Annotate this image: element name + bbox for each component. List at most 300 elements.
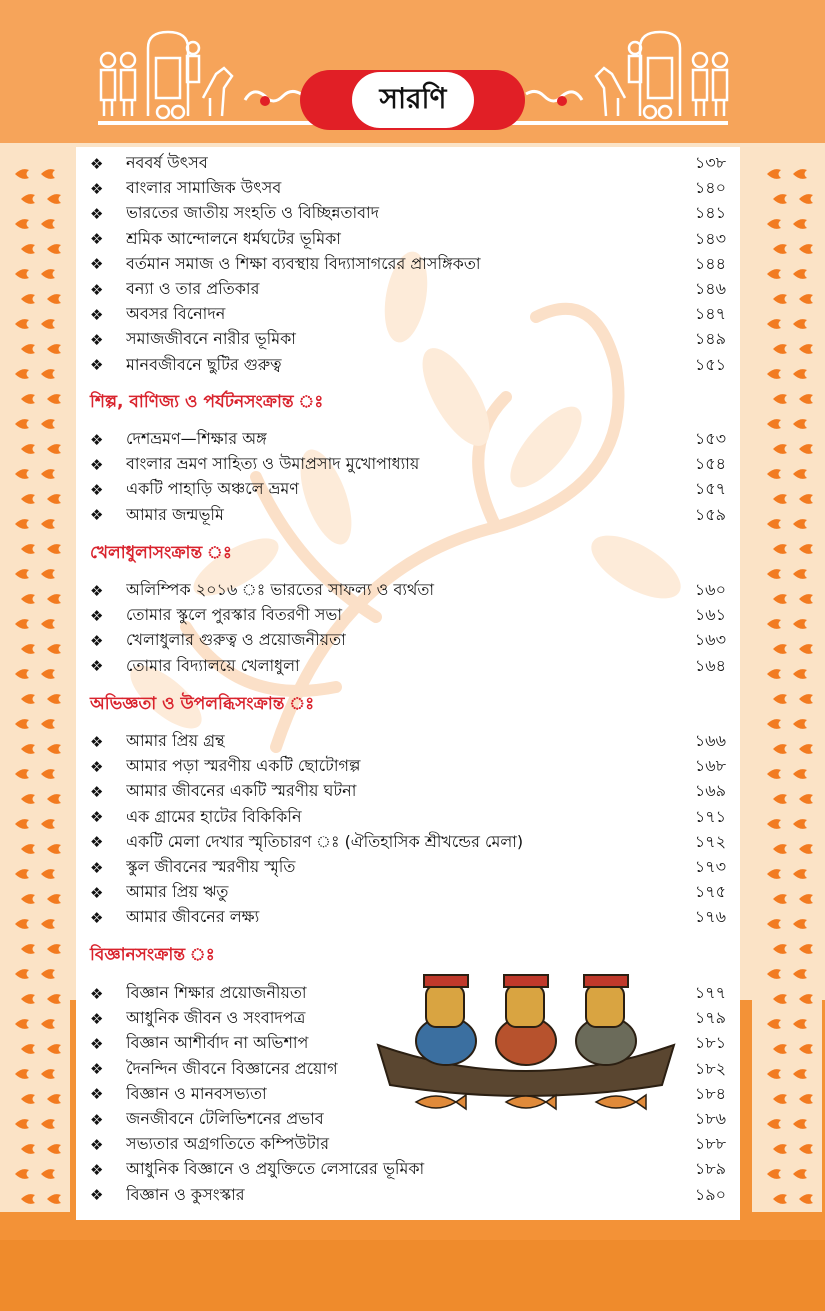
entry-page-number: ১৭১ bbox=[694, 806, 726, 826]
leaf-pattern-icon bbox=[40, 267, 56, 281]
leaf-pattern-icon bbox=[798, 1192, 814, 1206]
leaf-pattern-icon bbox=[20, 342, 36, 356]
leaf-pattern-icon bbox=[14, 167, 30, 181]
entry-title: তোমার বিদ্যালয়ে খেলাধুলা bbox=[126, 655, 300, 675]
toc-entry bbox=[90, 427, 730, 452]
entry-page-number: ১৪৭ bbox=[694, 304, 726, 324]
leaf-pattern-icon bbox=[20, 1092, 36, 1106]
leaf-pattern-icon bbox=[20, 592, 36, 606]
bullet-icon: ❖ bbox=[90, 581, 104, 600]
entry-title: তোমার স্কুলে পুরস্কার বিতরণী সভা bbox=[126, 605, 342, 625]
leaf-pattern-icon bbox=[798, 1042, 814, 1056]
leaf-pattern-icon bbox=[766, 1167, 782, 1181]
leaf-pattern-icon bbox=[46, 342, 62, 356]
leaf-pattern-icon bbox=[40, 817, 56, 831]
toc-entry bbox=[90, 805, 730, 830]
entry-title: বর্তমান সমাজ ও শিক্ষা ব্যবস্থায় বিদ্যাসাগরের প্রাসঙ্গিকতা bbox=[126, 253, 481, 273]
leaf-pattern-icon bbox=[772, 892, 788, 906]
leaf-pattern-icon bbox=[40, 667, 56, 681]
scroll-ornament-left-icon bbox=[243, 84, 303, 114]
toc-entry bbox=[90, 252, 730, 277]
entry-title: আধুনিক জীবন ও সংবাদপত্র bbox=[126, 1008, 306, 1028]
leaf-pattern-icon bbox=[766, 767, 782, 781]
bullet-icon: ❖ bbox=[90, 757, 104, 776]
toc-entry bbox=[90, 151, 730, 176]
entry-page-number: ১৫৭ bbox=[694, 479, 726, 499]
toc-entry bbox=[90, 227, 730, 252]
bullet-icon: ❖ bbox=[90, 1034, 104, 1053]
leaf-pattern-icon bbox=[798, 542, 814, 556]
leaf-pattern-icon bbox=[766, 617, 782, 631]
leaf-pattern-icon bbox=[766, 267, 782, 281]
leaf-pattern-icon bbox=[40, 967, 56, 981]
leaf-pattern-icon bbox=[792, 367, 808, 381]
entry-page-number: ১৪৯ bbox=[694, 329, 726, 349]
leaf-pattern-icon bbox=[14, 617, 30, 631]
entry-page-number: ১৪৬ bbox=[694, 279, 726, 298]
leaf-pattern-icon bbox=[766, 1117, 782, 1131]
leaf-pattern-icon bbox=[14, 567, 30, 581]
leaf-pattern-icon bbox=[792, 1067, 808, 1081]
bullet-icon: ❖ bbox=[90, 1060, 104, 1079]
bullet-icon: ❖ bbox=[90, 179, 104, 198]
leaf-pattern-icon bbox=[40, 917, 56, 931]
leaf-pattern-icon bbox=[772, 192, 788, 206]
leaf-pattern-icon bbox=[798, 392, 814, 406]
entry-page-number: ১৮১ bbox=[694, 1033, 726, 1053]
leaf-pattern-icon bbox=[766, 1017, 782, 1031]
leaf-pattern-icon bbox=[772, 592, 788, 606]
toc-entry bbox=[90, 176, 730, 201]
leaf-pattern-icon bbox=[40, 567, 56, 581]
leaf-pattern-icon bbox=[46, 692, 62, 706]
section-heading: বিজ্ঞানসংক্রান্ত ঃ bbox=[90, 945, 215, 965]
boatmen-painting-icon bbox=[376, 967, 676, 1127]
page-title: সারণি bbox=[352, 72, 474, 128]
entry-title: বিজ্ঞান আশীর্বাদ না অভিশাপ bbox=[126, 1033, 309, 1053]
leaf-pattern-icon bbox=[792, 217, 808, 231]
entry-title: আমার জীবনের একটি স্মরণীয় ঘটনা bbox=[126, 781, 357, 801]
entry-page-number: ১৬৬ bbox=[694, 731, 726, 750]
toc-entry bbox=[90, 603, 730, 628]
leaf-pattern-icon bbox=[46, 542, 62, 556]
entry-page-number: ১৭৫ bbox=[694, 882, 726, 902]
bullet-icon: ❖ bbox=[90, 1110, 104, 1129]
leaf-pattern-icon bbox=[792, 967, 808, 981]
entry-page-number: ১৮৬ bbox=[694, 1109, 726, 1128]
leaf-pattern-icon bbox=[798, 792, 814, 806]
entry-page-number: ১৬৯ bbox=[694, 781, 726, 801]
bullet-icon: ❖ bbox=[90, 833, 104, 852]
leaf-pattern-icon bbox=[14, 667, 30, 681]
leaf-pattern-icon bbox=[40, 417, 56, 431]
entry-title: আমার জন্মভূমি bbox=[126, 504, 224, 524]
leaf-pattern-icon bbox=[792, 1017, 808, 1031]
toc-entry bbox=[90, 452, 730, 477]
leaf-pattern-icon bbox=[798, 842, 814, 856]
bullet-icon: ❖ bbox=[90, 230, 104, 249]
entry-page-number: ১৭৬ bbox=[694, 907, 726, 927]
entry-page-number: ১৮২ bbox=[694, 1058, 726, 1078]
leaf-pattern-icon bbox=[40, 617, 56, 631]
entry-title: এক গ্রামের হাটের বিকিকিনি bbox=[126, 806, 302, 826]
leaf-pattern-icon bbox=[20, 942, 36, 956]
entry-page-number: ১৫১ bbox=[694, 354, 726, 374]
leaf-pattern-icon bbox=[798, 742, 814, 756]
toc-entry bbox=[90, 1183, 730, 1208]
leaf-pattern-icon bbox=[20, 442, 36, 456]
leaf-pattern-icon bbox=[772, 1192, 788, 1206]
leaf-pattern-icon bbox=[20, 892, 36, 906]
entry-page-number: ১৩৮ bbox=[694, 153, 726, 172]
entry-page-number: ১৫৯ bbox=[694, 504, 726, 524]
leaf-pattern-icon bbox=[46, 642, 62, 656]
entry-title: অলিম্পিক ২০১৬ ঃ ভারতের সাফল্য ও ব্যর্থতা bbox=[126, 580, 435, 599]
entry-title: আমার প্রিয় ঋতু bbox=[126, 882, 229, 902]
leaf-pattern-icon bbox=[20, 242, 36, 256]
entry-title: দেশভ্রমণ—শিক্ষার অঙ্গ bbox=[126, 429, 267, 448]
leaf-pattern-icon bbox=[792, 567, 808, 581]
entry-title: শ্রমিক আন্দোলনে ধর্মঘটের ভূমিকা bbox=[126, 228, 341, 248]
leaf-pattern-icon bbox=[14, 267, 30, 281]
bullet-icon: ❖ bbox=[90, 356, 104, 375]
entry-title: দৈনন্দিন জীবনে বিজ্ঞানের প্রয়োগ bbox=[126, 1058, 338, 1078]
entry-page-number: ১৬১ bbox=[694, 605, 726, 625]
leaf-pattern-icon bbox=[772, 642, 788, 656]
entry-title: আমার পড়া স্মরণীয় একটি ছোটোগল্প bbox=[126, 756, 361, 776]
entry-page-number: ১৪৪ bbox=[694, 253, 726, 273]
leaf-pattern-icon bbox=[20, 192, 36, 206]
leaf-pattern-icon bbox=[40, 1067, 56, 1081]
bullet-icon: ❖ bbox=[90, 330, 104, 349]
entry-page-number: ১৮৯ bbox=[694, 1159, 726, 1179]
leaf-pattern-icon bbox=[20, 292, 36, 306]
leaf-pattern-icon bbox=[792, 717, 808, 731]
leaf-pattern-icon bbox=[792, 167, 808, 181]
leaf-pattern-icon bbox=[766, 967, 782, 981]
leaf-pattern-icon bbox=[40, 167, 56, 181]
entry-title: বিজ্ঞান ও মানবসভ্যতা bbox=[126, 1083, 267, 1103]
entry-title: মানবজীবনে ছুটির গুরুত্ব bbox=[126, 354, 282, 374]
entry-title: খেলাধুলার গুরুত্ব ও প্রয়োজনীয়তা bbox=[126, 630, 346, 650]
bullet-icon: ❖ bbox=[90, 154, 104, 173]
toc-entry bbox=[90, 754, 730, 779]
leaf-pattern-icon bbox=[792, 267, 808, 281]
entry-title: বাংলার সামাজিক উৎসব bbox=[126, 178, 282, 198]
entry-page-number: ১৭৯ bbox=[694, 1008, 726, 1028]
bullet-icon: ❖ bbox=[90, 506, 104, 525]
entry-title: বিজ্ঞান শিক্ষার প্রয়োজনীয়তা bbox=[126, 983, 307, 1002]
entry-page-number: ১৮৮ bbox=[694, 1134, 726, 1154]
leaf-pattern-icon bbox=[798, 892, 814, 906]
leaf-pattern-icon bbox=[766, 317, 782, 331]
entry-title: বাংলার ভ্রমণ সাহিত্য ও উমাপ্রসাদ মুখোপাধ্যায় bbox=[126, 454, 420, 474]
toc-entry bbox=[90, 503, 730, 528]
toc-entry bbox=[90, 779, 730, 804]
entry-title: একটি মেলা দেখার স্মৃতিচারণ ঃ (ঐতিহাসিক শ্রীখন্ডের মেলা) bbox=[126, 831, 524, 851]
entry-title: বিজ্ঞান ও কুসংস্কার bbox=[126, 1184, 245, 1204]
entry-page-number: ১৭২ bbox=[694, 831, 726, 851]
leaf-pattern-icon bbox=[792, 667, 808, 681]
entry-page-number: ১৬৪ bbox=[694, 655, 726, 675]
leaf-pattern-icon bbox=[40, 1017, 56, 1031]
leaf-pattern-icon bbox=[14, 817, 30, 831]
leaf-pattern-icon bbox=[20, 842, 36, 856]
section-heading: অভিজ্ঞতা ও উপলব্ধিসংক্রান্ত ঃ bbox=[90, 694, 315, 714]
side-pattern-right bbox=[752, 147, 822, 1212]
leaf-pattern-icon bbox=[792, 417, 808, 431]
leaf-pattern-icon bbox=[766, 367, 782, 381]
leaf-pattern-icon bbox=[46, 192, 62, 206]
toc-entry bbox=[90, 302, 730, 327]
leaf-pattern-icon bbox=[766, 867, 782, 881]
leaf-pattern-icon bbox=[792, 767, 808, 781]
leaf-pattern-icon bbox=[46, 1192, 62, 1206]
scroll-ornament-right-icon bbox=[524, 84, 584, 114]
leaf-pattern-icon bbox=[46, 842, 62, 856]
toc-entry bbox=[90, 855, 730, 880]
toc-entry bbox=[90, 830, 730, 855]
leaf-pattern-icon bbox=[772, 392, 788, 406]
entry-title: ভারতের জাতীয় সংহতি ও বিচ্ছিন্নতাবাদ bbox=[126, 203, 380, 223]
leaf-pattern-icon bbox=[20, 1192, 36, 1206]
leaf-pattern-icon bbox=[798, 942, 814, 956]
leaf-pattern-icon bbox=[14, 767, 30, 781]
leaf-pattern-icon bbox=[772, 692, 788, 706]
entry-title: সভ্যতার অগ্রগতিতে কম্পিউটার bbox=[126, 1134, 330, 1154]
leaf-pattern-icon bbox=[766, 217, 782, 231]
section-heading: খেলাধুলাসংক্রান্ত ঃ bbox=[90, 543, 232, 563]
leaf-pattern-icon bbox=[20, 742, 36, 756]
leaf-pattern-icon bbox=[46, 492, 62, 506]
leaf-pattern-icon bbox=[20, 1042, 36, 1056]
leaf-pattern-icon bbox=[766, 817, 782, 831]
leaf-pattern-icon bbox=[772, 542, 788, 556]
leaf-pattern-icon bbox=[14, 1017, 30, 1031]
leaf-pattern-icon bbox=[798, 642, 814, 656]
leaf-pattern-icon bbox=[40, 217, 56, 231]
entry-page-number: ১৭৩ bbox=[694, 857, 726, 876]
entry-page-number: ১৪১ bbox=[694, 203, 726, 223]
entry-title: নববর্ষ উৎসব bbox=[126, 153, 208, 172]
leaf-pattern-icon bbox=[772, 992, 788, 1006]
bullet-icon: ❖ bbox=[90, 1009, 104, 1028]
leaf-pattern-icon bbox=[14, 867, 30, 881]
bullet-icon: ❖ bbox=[90, 1186, 104, 1205]
toc-entry bbox=[90, 353, 730, 378]
leaf-pattern-icon bbox=[40, 517, 56, 531]
leaf-pattern-icon bbox=[766, 917, 782, 931]
leaf-pattern-icon bbox=[766, 467, 782, 481]
leaf-pattern-icon bbox=[20, 692, 36, 706]
side-pattern-left bbox=[0, 147, 70, 1212]
leaf-pattern-icon bbox=[792, 467, 808, 481]
leaf-pattern-icon bbox=[772, 742, 788, 756]
leaf-pattern-icon bbox=[772, 1092, 788, 1106]
leaf-pattern-icon bbox=[14, 467, 30, 481]
leaf-pattern-icon bbox=[14, 367, 30, 381]
section-heading: শিল্প, বাণিজ্য ও পর্যটনসংক্রান্ত ঃ bbox=[90, 392, 324, 412]
entry-title: আধুনিক বিজ্ঞানে ও প্রযুক্তিতে লেসারের ভূমিকা bbox=[126, 1159, 425, 1179]
leaf-pattern-icon bbox=[772, 842, 788, 856]
toc-entry bbox=[90, 628, 730, 653]
leaf-pattern-icon bbox=[772, 492, 788, 506]
toc-entry bbox=[90, 327, 730, 352]
leaf-pattern-icon bbox=[40, 767, 56, 781]
leaf-pattern-icon bbox=[14, 917, 30, 931]
leaf-pattern-icon bbox=[20, 992, 36, 1006]
bullet-icon: ❖ bbox=[90, 480, 104, 499]
leaf-pattern-icon bbox=[14, 1067, 30, 1081]
bullet-icon: ❖ bbox=[90, 883, 104, 902]
entry-page-number: ১৬০ bbox=[694, 580, 726, 599]
entry-page-number: ১৯০ bbox=[694, 1184, 726, 1204]
leaf-pattern-icon bbox=[40, 717, 56, 731]
bullet-icon: ❖ bbox=[90, 204, 104, 223]
leaf-pattern-icon bbox=[46, 1092, 62, 1106]
leaf-pattern-icon bbox=[20, 642, 36, 656]
entry-page-number: ১৪৩ bbox=[694, 228, 726, 248]
bullet-icon: ❖ bbox=[90, 631, 104, 650]
toc-entry bbox=[90, 578, 730, 603]
leaf-pattern-icon bbox=[772, 342, 788, 356]
entry-title: আমার প্রিয় গ্রন্থ bbox=[126, 731, 225, 750]
leaf-pattern-icon bbox=[40, 867, 56, 881]
leaf-pattern-icon bbox=[798, 492, 814, 506]
leaf-pattern-icon bbox=[766, 717, 782, 731]
bullet-icon: ❖ bbox=[90, 430, 104, 449]
leaf-pattern-icon bbox=[14, 517, 30, 531]
leaf-pattern-icon bbox=[46, 942, 62, 956]
bullet-icon: ❖ bbox=[90, 782, 104, 801]
leaf-pattern-icon bbox=[772, 242, 788, 256]
leaf-pattern-icon bbox=[798, 442, 814, 456]
bullet-icon: ❖ bbox=[90, 1160, 104, 1179]
toc-entry bbox=[90, 880, 730, 905]
leaf-pattern-icon bbox=[766, 517, 782, 531]
leaf-pattern-icon bbox=[766, 667, 782, 681]
leaf-pattern-icon bbox=[798, 992, 814, 1006]
toc-page bbox=[76, 147, 740, 1220]
entry-page-number: ১৮৪ bbox=[694, 1083, 726, 1103]
leaf-pattern-icon bbox=[792, 817, 808, 831]
leaf-pattern-icon bbox=[46, 442, 62, 456]
leaf-pattern-icon bbox=[20, 542, 36, 556]
leaf-pattern-icon bbox=[14, 717, 30, 731]
leaf-pattern-icon bbox=[14, 217, 30, 231]
toc-entry bbox=[90, 1157, 730, 1182]
leaf-pattern-icon bbox=[46, 592, 62, 606]
leaf-pattern-icon bbox=[20, 1142, 36, 1156]
leaf-pattern-icon bbox=[20, 492, 36, 506]
entry-page-number: ১৬৩ bbox=[694, 630, 726, 650]
leaf-pattern-icon bbox=[792, 617, 808, 631]
leaf-pattern-icon bbox=[772, 1142, 788, 1156]
leaf-pattern-icon bbox=[46, 292, 62, 306]
leaf-pattern-icon bbox=[46, 992, 62, 1006]
leaf-pattern-icon bbox=[40, 1117, 56, 1131]
entry-title: সমাজজীবনে নারীর ভূমিকা bbox=[126, 329, 296, 349]
toc-entry bbox=[90, 1132, 730, 1157]
toc-entry bbox=[90, 277, 730, 302]
folk-figures-right-icon bbox=[590, 28, 730, 120]
leaf-pattern-icon bbox=[792, 867, 808, 881]
bullet-icon: ❖ bbox=[90, 657, 104, 676]
leaf-pattern-icon bbox=[792, 1167, 808, 1181]
leaf-pattern-icon bbox=[798, 292, 814, 306]
leaf-pattern-icon bbox=[14, 1117, 30, 1131]
bullet-icon: ❖ bbox=[90, 280, 104, 299]
leaf-pattern-icon bbox=[798, 242, 814, 256]
entry-page-number: ১৭৭ bbox=[694, 983, 726, 1002]
leaf-pattern-icon bbox=[40, 317, 56, 331]
leaf-pattern-icon bbox=[798, 1092, 814, 1106]
bullet-icon: ❖ bbox=[90, 858, 104, 877]
leaf-pattern-icon bbox=[46, 392, 62, 406]
entry-page-number: ১৬৮ bbox=[694, 756, 726, 776]
bullet-icon: ❖ bbox=[90, 1085, 104, 1104]
entry-title: স্কুল জীবনের স্মরণীয় স্মৃতি bbox=[126, 857, 296, 876]
bullet-icon: ❖ bbox=[90, 984, 104, 1003]
leaf-pattern-icon bbox=[14, 1167, 30, 1181]
leaf-pattern-icon bbox=[792, 317, 808, 331]
toc-entry bbox=[90, 477, 730, 502]
toc-entry bbox=[90, 905, 730, 930]
leaf-pattern-icon bbox=[772, 442, 788, 456]
leaf-pattern-icon bbox=[40, 1167, 56, 1181]
leaf-pattern-icon bbox=[792, 517, 808, 531]
leaf-pattern-icon bbox=[766, 417, 782, 431]
folk-figures-left-icon bbox=[98, 28, 238, 120]
leaf-pattern-icon bbox=[798, 342, 814, 356]
leaf-pattern-icon bbox=[46, 1142, 62, 1156]
leaf-pattern-icon bbox=[14, 967, 30, 981]
leaf-pattern-icon bbox=[46, 242, 62, 256]
entry-title: বন্যা ও তার প্রতিকার bbox=[126, 279, 260, 298]
bullet-icon: ❖ bbox=[90, 455, 104, 474]
leaf-pattern-icon bbox=[46, 742, 62, 756]
leaf-pattern-icon bbox=[798, 592, 814, 606]
entry-title: আমার জীবনের লক্ষ্য bbox=[126, 907, 260, 927]
entry-title: একটি পাহাড়ি অঞ্চলে ভ্রমণ bbox=[126, 479, 299, 499]
bullet-icon: ❖ bbox=[90, 732, 104, 751]
entry-title: জনজীবনে টেলিভিশনের প্রভাব bbox=[126, 1109, 324, 1128]
entry-page-number: ১৪০ bbox=[694, 178, 726, 198]
toc-entry bbox=[90, 729, 730, 754]
leaf-pattern-icon bbox=[20, 792, 36, 806]
leaf-pattern-icon bbox=[772, 942, 788, 956]
leaf-pattern-icon bbox=[792, 1117, 808, 1131]
bullet-icon: ❖ bbox=[90, 305, 104, 324]
entry-title: অবসর বিনোদন bbox=[126, 304, 226, 324]
bullet-icon: ❖ bbox=[90, 908, 104, 927]
bottom-band-edge bbox=[0, 1240, 825, 1311]
bullet-icon: ❖ bbox=[90, 606, 104, 625]
fish-icon bbox=[416, 1095, 646, 1109]
leaf-pattern-icon bbox=[20, 392, 36, 406]
leaf-pattern-icon bbox=[766, 167, 782, 181]
leaf-pattern-icon bbox=[798, 192, 814, 206]
entry-page-number: ১৫৩ bbox=[694, 429, 726, 448]
leaf-pattern-icon bbox=[40, 467, 56, 481]
leaf-pattern-icon bbox=[40, 367, 56, 381]
bullet-icon: ❖ bbox=[90, 255, 104, 274]
leaf-pattern-icon bbox=[792, 917, 808, 931]
leaf-pattern-icon bbox=[14, 317, 30, 331]
leaf-pattern-icon bbox=[766, 567, 782, 581]
leaf-pattern-icon bbox=[46, 792, 62, 806]
toc-entry bbox=[90, 201, 730, 226]
